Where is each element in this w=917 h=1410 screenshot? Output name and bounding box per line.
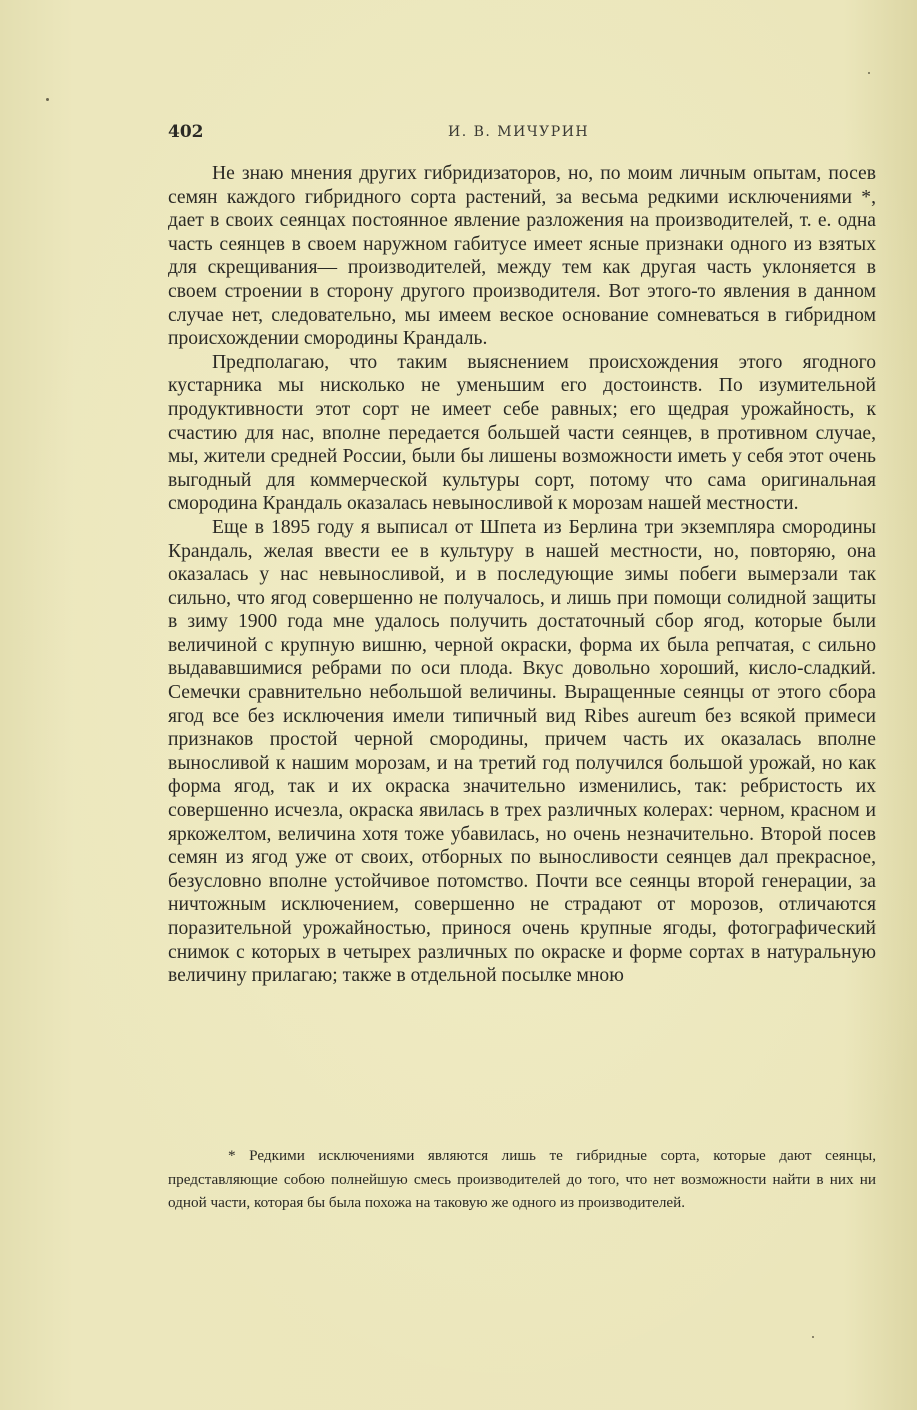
- footnote: [168, 1144, 876, 1215]
- page-number: 402: [168, 122, 204, 142]
- paper-speck: [812, 1336, 814, 1338]
- running-head: И. В. МИЧУРИН: [448, 124, 590, 140]
- body-text: [168, 162, 876, 988]
- paper-speck: [46, 98, 49, 101]
- paragraph-3: Еще в 1895 году я выписал от Шпета из Берлина три экземпляра смородины Крандаль, желая ввести ее в культуру в нашей местности, но, повторяю, она оказалась у нас невыносливой, и в последующие зимы побеги вымерзали так сильно, что ягод совершенно не получалось, и лишь при помощи солидной защиты в зиму 1900 года мне удалось получить достаточный сбор ягод, которые были величиной с крупную вишню, черной окраски, форма их была репчатая, с сильно выдававшимися ребрами по оси плода. Вкус довольно хороший, кисло-сладкий. Семечки сравнительно небольшой величины. Выращенные сеянцы от этого сбора ягод все без исключения имели типичный вид Ribes aureum без всякой примеси признаков простой черной смородины, причем часть их оказалась вполне выносливой к нашим морозам, и на третий год получился большой урожай, но как форма ягод, так и их окраска значительно изменились, так: ребристость их совершенно исчезла, окраска явилась в трех различных колерах: черном, красном и яркожелтом, величина хотя тоже убавилась, но очень незначительно. Второй посев семян из ягод уже от своих, отборных по выносливости сеянцев дал прекрасное, безусловно вполне устойчивое потомство. Почти все сеянцы второй генерации, за ничтожным исключением, совершенно не страдают от морозов, отличаются поразительной урожайностью, принося очень крупные ягоды, фотографический снимок с которых в четырех различных по окраске и форме сортах в натуральную величину прилагаю; также в отдельной посылке мною: [168, 516, 876, 987]
- footnote-text: * Редкими исключениями являются лишь те гибридные сорта, которые дают сеянцы, представляющие собою полнейшую смесь производителей до того, что нет возможности найти в них ни одной части, которая бы была похожа на таковую же одного из производителей.: [168, 1147, 876, 1212]
- paragraph-1: Не знаю мнения других гибридизаторов, но, по моим личным опытам, посев семян каждого гибридного сорта растений, за весьма редкими исключениями *, дает в своих сеянцах постоянное явление разложения на производителей, т. е. одна часть сеянцев в своем наружном габитусе имеет ясные признаки одного из взятых для скрещивания— производителей, между тем как другая часть уклоняется в своем строении в сторону другого производителя. Вот этого-то явления в данном случае нет, следовательно, мы имеем веское основание сомневаться в гибридном происхождении смородины Крандаль.: [168, 163, 876, 350]
- paper-speck: [868, 72, 870, 74]
- paragraph-2: Предполагаю, что таким выяснением происхождения этого ягодного кустарника мы нисколько не уменьшим его достоинств. По изумительной продуктивности этот сорт не имеет себе равных; его щедрая урожайность, к счастию для нас, вполне передается большей части сеянцев, в противном случае, мы, жители средней России, были бы лишены возможности иметь у себя этот очень выгодный для коммерческой культуры сорт, потому что сама оригинальная смородина Крандаль оказалась невыносливой к морозам нашей местности.: [168, 351, 876, 515]
